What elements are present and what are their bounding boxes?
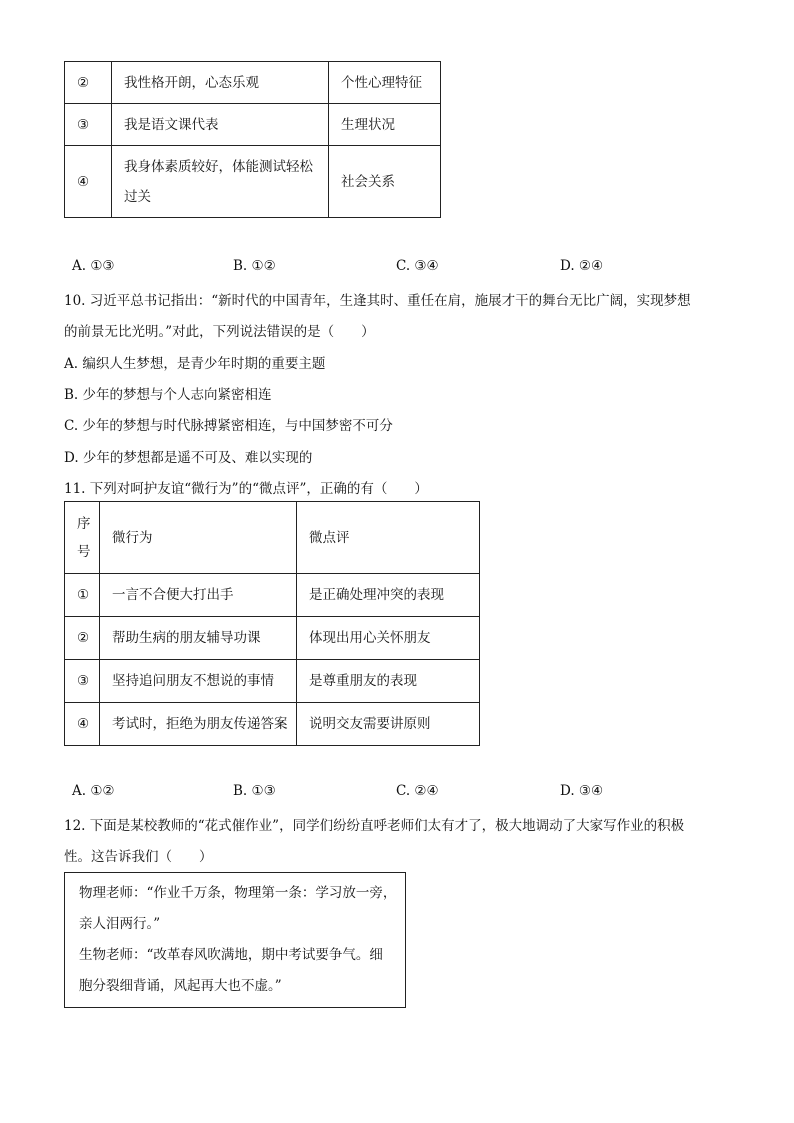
row-action: 一言不合便大打出手 bbox=[100, 574, 297, 617]
row-description bbox=[112, 146, 329, 218]
option-c[interactable]: C. ③④ bbox=[396, 258, 439, 274]
option-a[interactable]: A. ①③ bbox=[72, 258, 115, 274]
row-number: ③ bbox=[65, 660, 100, 703]
row-action: 考试时，拒绝为朋友传递答案 bbox=[100, 703, 297, 746]
quote-line: 胞分裂细背诵，风起再大也不虚。” bbox=[79, 978, 282, 994]
question-10-stem: 10. 习近平总书记指出：“新时代的中国青年，生逢其时、重任在肩，施展才干的舞台无比广阔，实现梦想 bbox=[64, 293, 691, 309]
row-description-line: 过关 bbox=[124, 188, 151, 205]
option-d[interactable]: D. ②④ bbox=[560, 258, 604, 274]
header-comment: 微点评 bbox=[297, 502, 480, 574]
row-action: 坚持追问朋友不想说的事情 bbox=[100, 660, 297, 703]
row-category: 生理状况 bbox=[329, 104, 441, 146]
table-row bbox=[65, 660, 480, 703]
header-number bbox=[65, 502, 100, 574]
row-number: ② bbox=[65, 62, 112, 104]
option-c[interactable]: C. ②④ bbox=[396, 783, 439, 799]
row-category: 个性心理特征 bbox=[329, 62, 441, 104]
table-row bbox=[65, 62, 441, 104]
teacher-quotes-box bbox=[64, 872, 406, 1008]
row-description: 我性格开朗，心态乐观 bbox=[112, 62, 329, 104]
option-b[interactable]: B. ①③ bbox=[233, 783, 276, 799]
row-number: ④ bbox=[65, 703, 100, 746]
row-action: 帮助生病的朋友辅导功课 bbox=[100, 617, 297, 660]
question-11-stem: 11. 下列对呵护友谊“微行为”的“微点评”，正确的有（ ） bbox=[64, 481, 428, 497]
table-row bbox=[65, 104, 441, 146]
row-comment: 是正确处理冲突的表现 bbox=[297, 574, 480, 617]
quote-line: 物理老师：“作业千万条，物理第一条：学习放一旁， bbox=[79, 885, 397, 901]
option-d[interactable]: D. ③④ bbox=[560, 783, 604, 799]
question-12-stem: 性。这告诉我们（ ） bbox=[64, 849, 213, 865]
row-comment: 说明交友需要讲原则 bbox=[297, 703, 480, 746]
row-description: 我是语文课代表 bbox=[112, 104, 329, 146]
friendship-table bbox=[64, 501, 480, 746]
row-number: ① bbox=[65, 574, 100, 617]
table-row bbox=[65, 703, 480, 746]
row-number: ③ bbox=[65, 104, 112, 146]
question-10-stem: 的前景无比光明。”对此，下列说法错误的是（ ） bbox=[64, 324, 375, 340]
option-d[interactable]: D. 少年的梦想都是遥不可及、难以实现的 bbox=[64, 450, 313, 466]
row-comment: 是尊重朋友的表现 bbox=[297, 660, 480, 703]
traits-table bbox=[64, 61, 441, 218]
option-b[interactable]: B. ①② bbox=[233, 258, 276, 274]
table-row bbox=[65, 617, 480, 660]
table-row bbox=[65, 574, 480, 617]
row-number: ② bbox=[65, 617, 100, 660]
quote-line: 亲人泪两行。” bbox=[79, 916, 161, 932]
option-a[interactable]: A. 编织人生梦想，是青少年时期的重要主题 bbox=[64, 356, 326, 372]
question-12-stem: 12. 下面是某校教师的“花式催作业”，同学们纷纷直呼老师们太有才了，极大地调动了大家写作业的积极 bbox=[64, 818, 685, 834]
option-a[interactable]: A. ①② bbox=[72, 783, 115, 799]
row-category: 社会关系 bbox=[329, 146, 441, 218]
row-description-line: 我身体素质较好，体能测试轻松 bbox=[124, 158, 313, 175]
table-header bbox=[65, 502, 480, 574]
option-b[interactable]: B. 少年的梦想与个人志向紧密相连 bbox=[64, 387, 272, 403]
row-comment: 体现出用心关怀朋友 bbox=[297, 617, 480, 660]
option-c[interactable]: C. 少年的梦想与时代脉搏紧密相连，与中国梦密不可分 bbox=[64, 418, 393, 434]
table-row bbox=[65, 146, 441, 218]
row-number: ④ bbox=[65, 146, 112, 218]
header-number-line: 号 bbox=[77, 543, 91, 560]
header-action: 微行为 bbox=[100, 502, 297, 574]
header-number-line: 序 bbox=[77, 515, 91, 532]
quote-line: 生物老师：“改革春风吹满地，期中考试要争气。细 bbox=[79, 947, 383, 963]
